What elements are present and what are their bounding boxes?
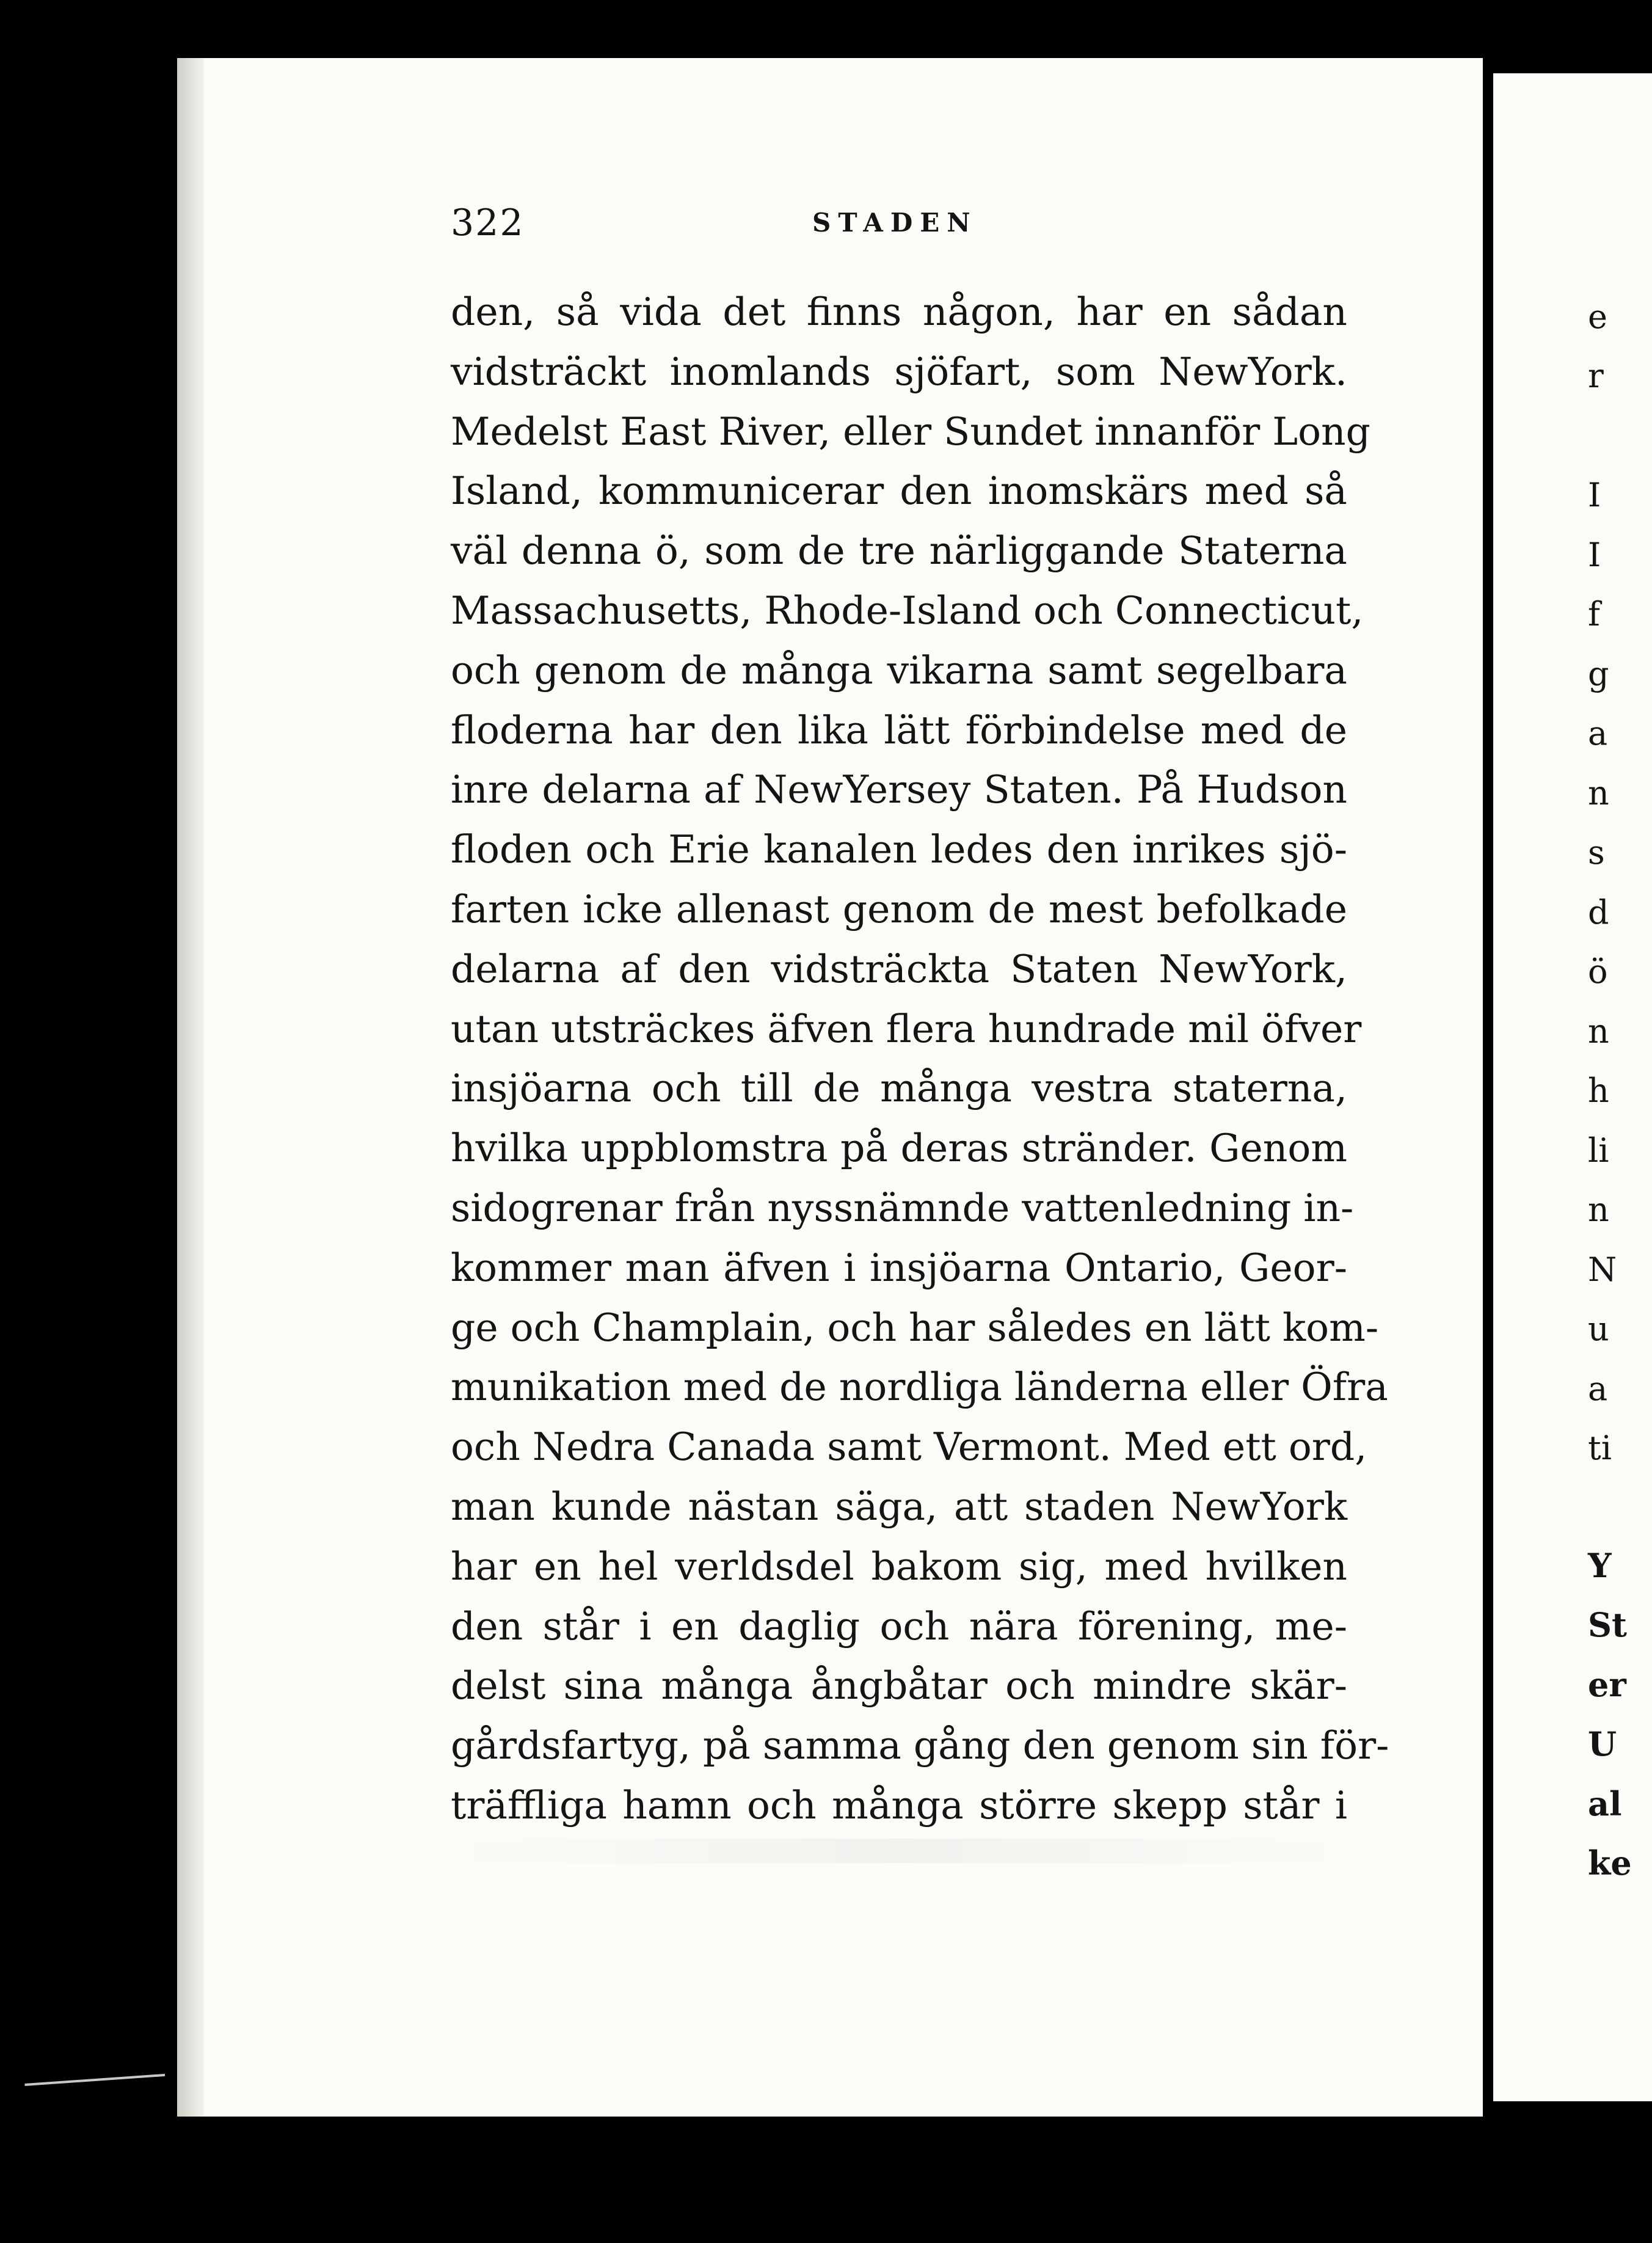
text-line: insjöarna och till de många vestra staterna, [451,1066,1347,1111]
adjacent-line: f [1588,595,1600,633]
text-line: delst sina många ångbåtar och mindre skär- [451,1663,1347,1709]
text-line: floden och Erie kanalen ledes den inrikes sjö- [451,827,1347,872]
running-head: STADEN [812,208,978,238]
adjacent-line: li [1588,1131,1609,1170]
adjacent-line: I [1588,476,1601,514]
text-line: väl denna ö, som de tre närliggande Staterna [451,528,1347,574]
page-edge [177,58,204,2117]
adjacent-line: ö [1588,952,1608,991]
adjacent-line: a [1588,1370,1608,1408]
adjacent-line: N [1588,1250,1617,1289]
adjacent-line: St [1588,1605,1627,1644]
text-line: man kunde nästan säga, att staden NewYork [451,1484,1347,1529]
text-line: Medelst East River, eller Sundet innanför Long [451,409,1370,454]
adjacent-line: h [1588,1071,1609,1110]
text-line: den står i en daglig och nära förening, me- [451,1603,1347,1649]
body-text [451,282,1389,1836]
text-line: hvilka uppblomstra på deras stränder. Genom [451,1126,1347,1171]
adjacent-line: U [1588,1724,1617,1763]
text-line: Island, kommunicerar den inomskärs med så [451,469,1347,514]
text-line: och Nedra Canada samt Vermont. Med ett ord, [451,1424,1367,1470]
adjacent-line: al [1588,1784,1622,1823]
adjacent-line: e [1588,297,1607,336]
text-line: vidsträckt inomlands sjöfart, som NewYork. [451,349,1347,394]
text-line: inre delarna af NewYersey Staten. På Hudson [451,767,1347,812]
adjacent-line: n [1588,1191,1609,1229]
text-line: och genom de många vikarna samt segelbara [451,647,1347,693]
text-line: den, så vida det finns någon, har en sådan [451,290,1347,334]
text-line: delarna af den vidsträckta Staten NewYork, [451,946,1347,991]
text-line: utan utsträckes äfven flera hundrade mil öfver [451,1006,1362,1051]
text-line: gårdsfartyg, på samma gång den genom sin för- [451,1723,1389,1768]
text-line: farten icke allenast genom de mest befolkade [451,886,1347,932]
adjacent-page [1493,73,1652,2101]
adjacent-line: a [1588,714,1608,753]
text-line: Massachusetts, Rhode-Island och Connecticut, [451,588,1364,633]
adjacent-line: I [1588,536,1601,574]
adjacent-line: u [1588,1310,1609,1348]
adjacent-line: n [1588,774,1609,812]
adjacent-line: n [1588,1012,1609,1051]
text-line: kommer man äfven i insjöarna Ontario, Geor- [451,1245,1347,1290]
text-line: sidogrenar från nyssnämnde vattenledning in- [451,1185,1354,1230]
adjacent-line: g [1588,655,1609,693]
text-line: floderna har den lika lätt förbindelse med de [451,707,1347,753]
adjacent-line: s [1588,833,1605,872]
adjacent-line: r [1588,357,1604,395]
show-through-text [451,1839,1347,1863]
page-number: 322 [451,202,525,244]
adjacent-line: ke [1588,1844,1632,1883]
adjacent-line: d [1588,893,1609,932]
adjacent-line: er [1588,1665,1626,1704]
adjacent-line: Y [1588,1546,1612,1585]
text-line: har en hel verldsdel bakom sig, med hvilken [451,1544,1347,1589]
text-line: munikation med de nordliga länderna eller Öfra [451,1365,1388,1410]
adjacent-line: ti [1588,1429,1612,1467]
scan-artifact-line [24,2069,165,2086]
text-line: träffliga hamn och många större skepp står i [451,1782,1347,1828]
text-line: ge och Champlain, och har således en lätt kom- [451,1305,1379,1350]
